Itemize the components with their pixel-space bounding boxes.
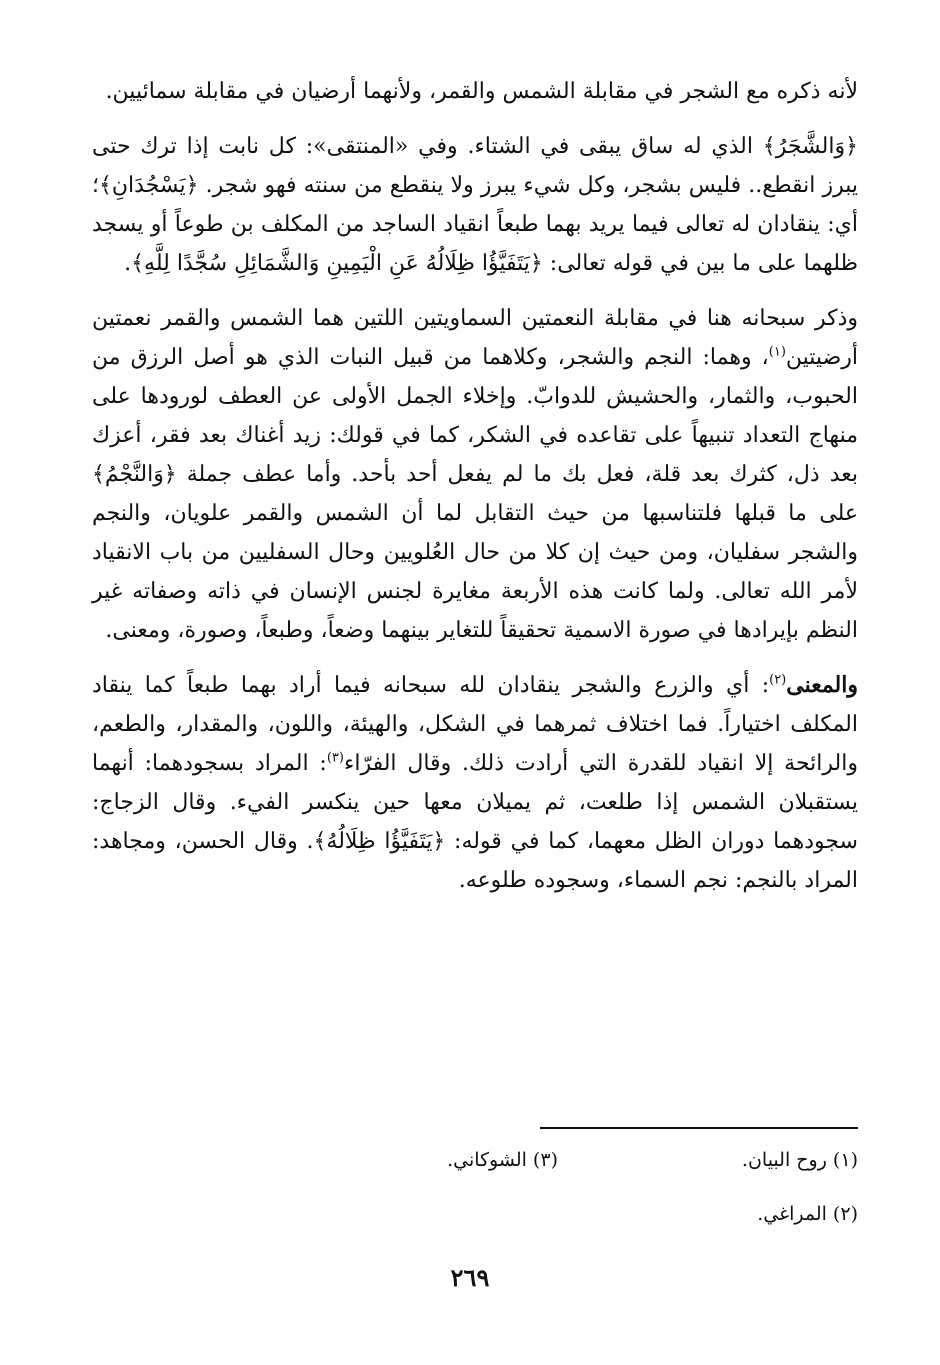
paragraph-2-text: ﴿وَالشَّجَرُ﴾ الذي له ساق يبقى في الشتاء. وفي «المنتقى»: كل نابت إذا ترك حتى يبرز انقطع.. فليس بشجر، وكل شيء يبرز ولا ينقطع من سنته فهو شجر. ﴿يَسْجُدَانِ﴾؛ أي: ينقادان له تعالى فيما يريد بهما طبعاً انقياد الساجد من المكلف بن طوعاً أو يسجد ظلهما على ما بين في قوله تعالى: ﴿يَتَفَيَّؤُا ظِلَالُهُ عَنِ الْيَمِينِ وَالشَّمَائِلِ سُجَّدًا لِلَّهِ﴾. xyxy=(92,134,858,276)
paragraph-4-text-b: : المراد بسجودهما: أنهما يستقبلان الشمس إذا طلعت، ثم يميلان معها حين ينكسر الفيء. وقال الزجاج: سجودهما دوران الظل معهما، كما في قوله: ﴿يَتَفَيَّؤُا ظِلَالُهُ﴾. وقال الحسن، ومجاهد: المراد بالنجم: نجم السماء، وسجوده طلوعه. xyxy=(92,751,858,893)
footnote-divider xyxy=(540,1127,858,1129)
footnote-ref-3[interactable]: (٣) xyxy=(326,750,344,766)
footnote-2: (٢) المراغي. xyxy=(757,1203,858,1225)
paragraph-1-text: لأنه ذكره مع الشجر في مقابلة الشمس والقمر، ولأنهما أرضيان في مقابلة سمائيين. xyxy=(105,79,858,104)
footnote-3: (٣) الشوكاني. xyxy=(447,1149,558,1171)
paragraph-1 xyxy=(92,72,858,111)
main-text xyxy=(92,72,858,900)
paragraph-3-text-a: وذكر سبحانه هنا في مقابلة النعمتين السماويتين اللتين هما الشمس والقمر نعمتين أرضيتين xyxy=(92,306,858,370)
paragraph-4 xyxy=(92,666,858,900)
footnote-row-1 xyxy=(92,1146,858,1174)
meaning-heading: والمعنى xyxy=(786,672,858,698)
paragraph-3 xyxy=(92,299,858,650)
footnote-row-2 xyxy=(92,1200,858,1228)
footnote-1: (١) روح البيان. xyxy=(741,1149,858,1171)
footnote-ref-2[interactable]: (٢) xyxy=(769,672,787,688)
footnote-ref-1[interactable]: (١) xyxy=(768,344,786,360)
paragraph-3-text-b: ، وهما: النجم والشجر، وكلاهما من قبيل النبات الذي هو أصل الرزق من الحبوب، والثمار، والحشيش للدوابّ. وإخلاء الجمل الأولى عن العطف لورودها على منهاج التعداد تنبيهاً على تقاعده في الشكر، كما في قولك: زيد أغناك بعد فقر، أعزك بعد ذل، كثرك بعد قلة، فعل بك ما لم يفعل أحد بأحد. وأما عطف جملة ﴿وَالنَّجْمُ﴾ على ما قبلها فلتناسبها من حيث التقابل لما أن الشمس والقمر علويان، والنجم والشجر سفليان، ومن حيث إن كلا من حال العُلويين وحال السفليين من باب الانقياد لأمر الله تعالى. ولما كانت هذه الأربعة مغايرة لجنس الإنسان في ذاته وصفاته غير النظم بإيرادها في صورة الاسمية تحقيقاً للتغاير بينهما وضعاً، وطبعاً، وصورة، ومعنى. xyxy=(92,345,859,643)
page-number: ٢٦٩ xyxy=(450,1263,490,1292)
paragraph-2 xyxy=(92,127,858,283)
paragraph-4-text-a: : أي والزرع والشجر ينقادان لله سبحانه فيما أراد بهما طبعاً كما ينقاد المكلف اختياراً. فما اختلاف ثمرهما في الشكل، والهيئة، واللون، والمقدار، والطعم، والرائحة إلا انقياد للقدرة التي أرادت ذلك. وقال الفرّاء xyxy=(92,673,858,776)
footnotes xyxy=(92,1146,858,1228)
